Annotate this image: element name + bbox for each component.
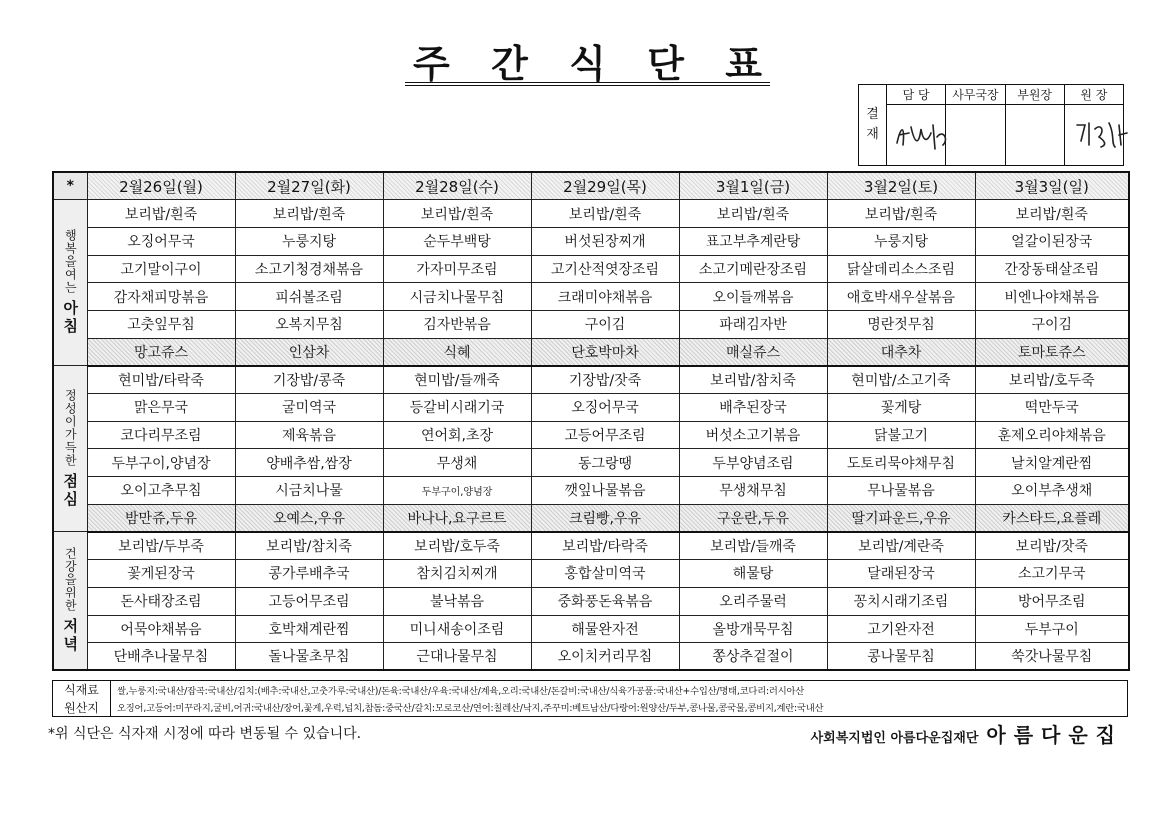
menu-cell: 보리밥/흰죽 [383,200,531,228]
menu-cell: 고등어무조림 [235,587,383,615]
approval-box [858,84,1124,166]
menu-cell: 어묵야채볶음 [87,615,235,643]
menu-cell: 돌나물초무침 [235,643,383,671]
ingredient-origin-box [52,680,1128,717]
menu-cell: 보리밥/들깨죽 [679,532,827,560]
menu-cell: 무생채무침 [679,477,827,505]
title-char: 간 [491,40,528,86]
approval-role: 원 장 [1065,85,1123,105]
menu-row [53,449,1129,477]
menu-cell: 단배추나물무침 [87,643,235,671]
menu-row [53,255,1129,283]
approval-role: 사무국장 [946,85,1004,105]
signature-box [946,105,1004,165]
menu-cell: 올방개묵무침 [679,615,827,643]
menu-row [53,227,1129,255]
menu-cell: 호박채계란찜 [235,615,383,643]
menu-cell: 인삼차 [235,338,383,366]
menu-cell: 딸기파운드,우유 [827,504,975,532]
menu-cell: 중화풍돈육볶음 [531,587,679,615]
meal-label-title: 점심 [61,472,80,509]
menu-row [53,615,1129,643]
menu-cell: 깻잎나물볶음 [531,477,679,505]
menu-cell: 연어회,초장 [383,421,531,449]
menu-cell: 버섯소고기볶음 [679,421,827,449]
menu-cell: 누룽지탕 [235,227,383,255]
menu-cell: 매실쥬스 [679,338,827,366]
menu-cell: 코다리무조림 [87,421,235,449]
menu-cell: 쫑상추겉절이 [679,643,827,671]
title-char: 식 [569,40,606,86]
title-char: 주 [413,40,450,86]
menu-cell: 방어무조림 [975,587,1129,615]
menu-cell: 오이고추무침 [87,477,235,505]
menu-cell: 보리밥/흰죽 [235,200,383,228]
menu-cell: 두부구이,양념장 [383,477,531,505]
menu-cell: 김자반볶음 [383,310,531,338]
menu-cell: 오복지무침 [235,310,383,338]
menu-cell: 순두부백탕 [383,227,531,255]
approval-col-secretary [946,85,1005,165]
menu-cell: 오이치커리무침 [531,643,679,671]
menu-cell: 소고기메란장조림 [679,255,827,283]
approval-label [859,85,887,165]
menu-cell: 소고기무국 [975,560,1129,588]
handwritten-signature-icon [1071,115,1131,155]
origin-line: 오징어,고등어:미꾸라지,굴비,어귀:국내산/장어,꽃게,우럭,넙치,참돔:중국산/갈치:모로코산/연어:칠레산/낙지,주꾸미:베트남산/다랑어:원양산/두부,콩나물,콩국물,콩비지,계란:국내산 [117,703,824,715]
approval-role: 담 당 [887,85,945,105]
menu-row [53,366,1129,394]
menu-cell: 배추된장국 [679,394,827,422]
menu-cell: 간장동태살조림 [975,255,1129,283]
menu-cell: 시금치나물 [235,477,383,505]
menu-cell: 구운란,두유 [679,504,827,532]
menu-cell: 오리주물럭 [679,587,827,615]
menu-cell: 고기말이구이 [87,255,235,283]
menu-cell: 불낙볶음 [383,587,531,615]
menu-cell: 도토리묵야채무침 [827,449,975,477]
date-header: 3월3일(일) [975,172,1129,200]
menu-cell: 고기산적엿장조림 [531,255,679,283]
menu-cell: 보리밥/참치죽 [679,366,827,394]
menu-cell: 기장밥/잣죽 [531,366,679,394]
menu-row [53,283,1129,311]
menu-row [53,394,1129,422]
menu-cell: 오징어무국 [87,227,235,255]
menu-cell: 크림빵,우유 [531,504,679,532]
handwritten-signature-icon [893,115,953,155]
menu-row [53,504,1129,532]
menu-cell: 단호박마차 [531,338,679,366]
menu-cell: 현미밥/소고기죽 [827,366,975,394]
menu-cell: 오이부추생채 [975,477,1129,505]
menu-cell: 현미밥/들깨죽 [383,366,531,394]
menu-row [53,560,1129,588]
menu-cell: 보리밥/호두죽 [975,366,1129,394]
menu-row [53,310,1129,338]
menu-cell: 보리밥/타락죽 [531,532,679,560]
menu-cell: 토마토쥬스 [975,338,1129,366]
menu-cell: 구이김 [975,310,1129,338]
menu-cell: 비엔나야채볶음 [975,283,1129,311]
menu-cell: 바나나,요구르트 [383,504,531,532]
menu-cell: 쑥갓나물무침 [975,643,1129,671]
menu-cell: 보리밥/흰죽 [679,200,827,228]
approval-label-char: 재 [866,127,879,142]
menu-cell: 보리밥/계란죽 [827,532,975,560]
menu-cell: 보리밥/흰죽 [531,200,679,228]
approval-col-vice [1006,85,1065,165]
meal-label [53,532,87,670]
date-header: 2월26일(월) [87,172,235,200]
menu-cell: 고등어무조림 [531,421,679,449]
menu-cell: 두부구이,양념장 [87,449,235,477]
menu-row [53,338,1129,366]
menu-cell: 참치김치찌개 [383,560,531,588]
menu-cell: 구이김 [531,310,679,338]
menu-cell: 두부구이 [975,615,1129,643]
menu-cell: 보리밥/잣죽 [975,532,1129,560]
menu-cell: 크래미야채볶음 [531,283,679,311]
menu-cell: 무나물볶음 [827,477,975,505]
menu-change-note: *위 식단은 식자재 시정에 따라 변동될 수 있습니다. [48,726,362,742]
date-header: 2월28일(수) [383,172,531,200]
menu-cell: 가자미무조림 [383,255,531,283]
origin-details [111,681,1127,716]
title-char: 단 [647,40,684,86]
menu-cell: 돈사태장조림 [87,587,235,615]
menu-cell: 보리밥/참치죽 [235,532,383,560]
menu-cell: 제육볶음 [235,421,383,449]
meal-label-text: 건강을위한 [63,547,78,613]
menu-cell: 시금치나물무침 [383,283,531,311]
menu-cell: 카스타드,요플레 [975,504,1129,532]
menu-cell: 버섯된장찌개 [531,227,679,255]
menu-cell: 콩나물무침 [827,643,975,671]
menu-cell: 오예스,우유 [235,504,383,532]
menu-cell: 고춧잎무침 [87,310,235,338]
origin-heading [53,681,111,716]
menu-cell: 등갈비시래기국 [383,394,531,422]
menu-cell: 오이들깨볶음 [679,283,827,311]
menu-cell: 고기완자전 [827,615,975,643]
menu-cell: 보리밥/흰죽 [975,200,1129,228]
menu-cell: 닭불고기 [827,421,975,449]
menu-cell: 떡만두국 [975,394,1129,422]
menu-cell: 감자채피망볶음 [87,283,235,311]
menu-cell: 꽁치시래기조림 [827,587,975,615]
menu-cell: 굴미역국 [235,394,383,422]
meal-label-title: 아침 [61,300,80,337]
menu-cell: 홍합살미역국 [531,560,679,588]
page-title [405,38,770,86]
menu-cell: 보리밥/흰죽 [87,200,235,228]
date-header-row [53,172,1129,200]
menu-cell: 망고쥬스 [87,338,235,366]
menu-cell: 맑은무국 [87,394,235,422]
meal-label [53,366,87,532]
menu-cell: 양배추쌈,쌈장 [235,449,383,477]
menu-cell: 달래된장국 [827,560,975,588]
menu-row [53,421,1129,449]
menu-cell: 밤만쥬,두유 [87,504,235,532]
menu-cell: 꽃게된장국 [87,560,235,588]
menu-cell: 보리밥/두부죽 [87,532,235,560]
menu-cell: 기장밥/콩죽 [235,366,383,394]
date-header: 3월1일(금) [679,172,827,200]
menu-cell: 오징어무국 [531,394,679,422]
title-char: 표 [725,40,762,86]
approval-col-director [1065,85,1123,165]
menu-cell: 닭살데리소스조림 [827,255,975,283]
menu-cell: 대추차 [827,338,975,366]
menu-cell: 동그랑땡 [531,449,679,477]
menu-cell: 명란젓무침 [827,310,975,338]
menu-cell: 애호박새우살볶음 [827,283,975,311]
meal-label-text: 행복을여는 [63,229,78,295]
menu-cell: 무생채 [383,449,531,477]
menu-row [53,587,1129,615]
signature-box [887,105,945,165]
origin-heading-line: 원산지 [64,700,99,715]
menu-row [53,477,1129,505]
approval-label-char: 결 [866,107,879,122]
meal-label-title: 저녁 [61,618,80,655]
origin-heading-line: 식재료 [64,683,99,698]
menu-cell: 보리밥/호두죽 [383,532,531,560]
menu-cell: 콩가루배추국 [235,560,383,588]
facility-name: 아름다운집 [986,723,1123,747]
menu-cell: 현미밥/타락죽 [87,366,235,394]
menu-cell: 식혜 [383,338,531,366]
menu-row [53,200,1129,228]
approval-role: 부원장 [1006,85,1064,105]
origin-line: 쌀,누룽지:국내산/잡곡:국내산/김치:(배추:국내산,고춧가루:국내산)/돈육:국내산/우육:국내산/계육,오리:국내산/돈갈비:국내산/식육가공품:국내산+수입산/명태,코다리:러시아산 [117,685,805,697]
signature-box [1065,105,1123,165]
menu-cell: 얼갈이된장국 [975,227,1129,255]
menu-cell: 피쉬볼조림 [235,283,383,311]
date-header: 3월2일(토) [827,172,975,200]
menu-cell: 표고부추계란탕 [679,227,827,255]
menu-cell: 두부양념조림 [679,449,827,477]
menu-cell: 소고기청경채볶음 [235,255,383,283]
date-header: 2월29일(목) [531,172,679,200]
menu-cell: 꽃게탕 [827,394,975,422]
menu-cell: 보리밥/흰죽 [827,200,975,228]
meal-label [53,200,87,366]
corner-cell: * [53,172,87,200]
foundation-name: 사회복지법인 아름다운집재단 [810,731,979,746]
signature-box [1006,105,1064,165]
menu-row [53,643,1129,671]
approval-col-staff [887,85,946,165]
date-header: 2월27일(화) [235,172,383,200]
menu-cell: 파래김자반 [679,310,827,338]
menu-cell: 미니새송이조림 [383,615,531,643]
menu-cell: 해물완자전 [531,615,679,643]
menu-cell: 근대나물무침 [383,643,531,671]
menu-cell: 해물탕 [679,560,827,588]
footer-organization [811,719,1123,748]
menu-cell: 훈제오리야채볶음 [975,421,1129,449]
menu-cell: 날치알계란찜 [975,449,1129,477]
meal-label-text: 정성이가득한 [63,388,78,467]
weekly-menu-table [52,171,1130,671]
menu-row [53,532,1129,560]
menu-cell: 누룽지탕 [827,227,975,255]
